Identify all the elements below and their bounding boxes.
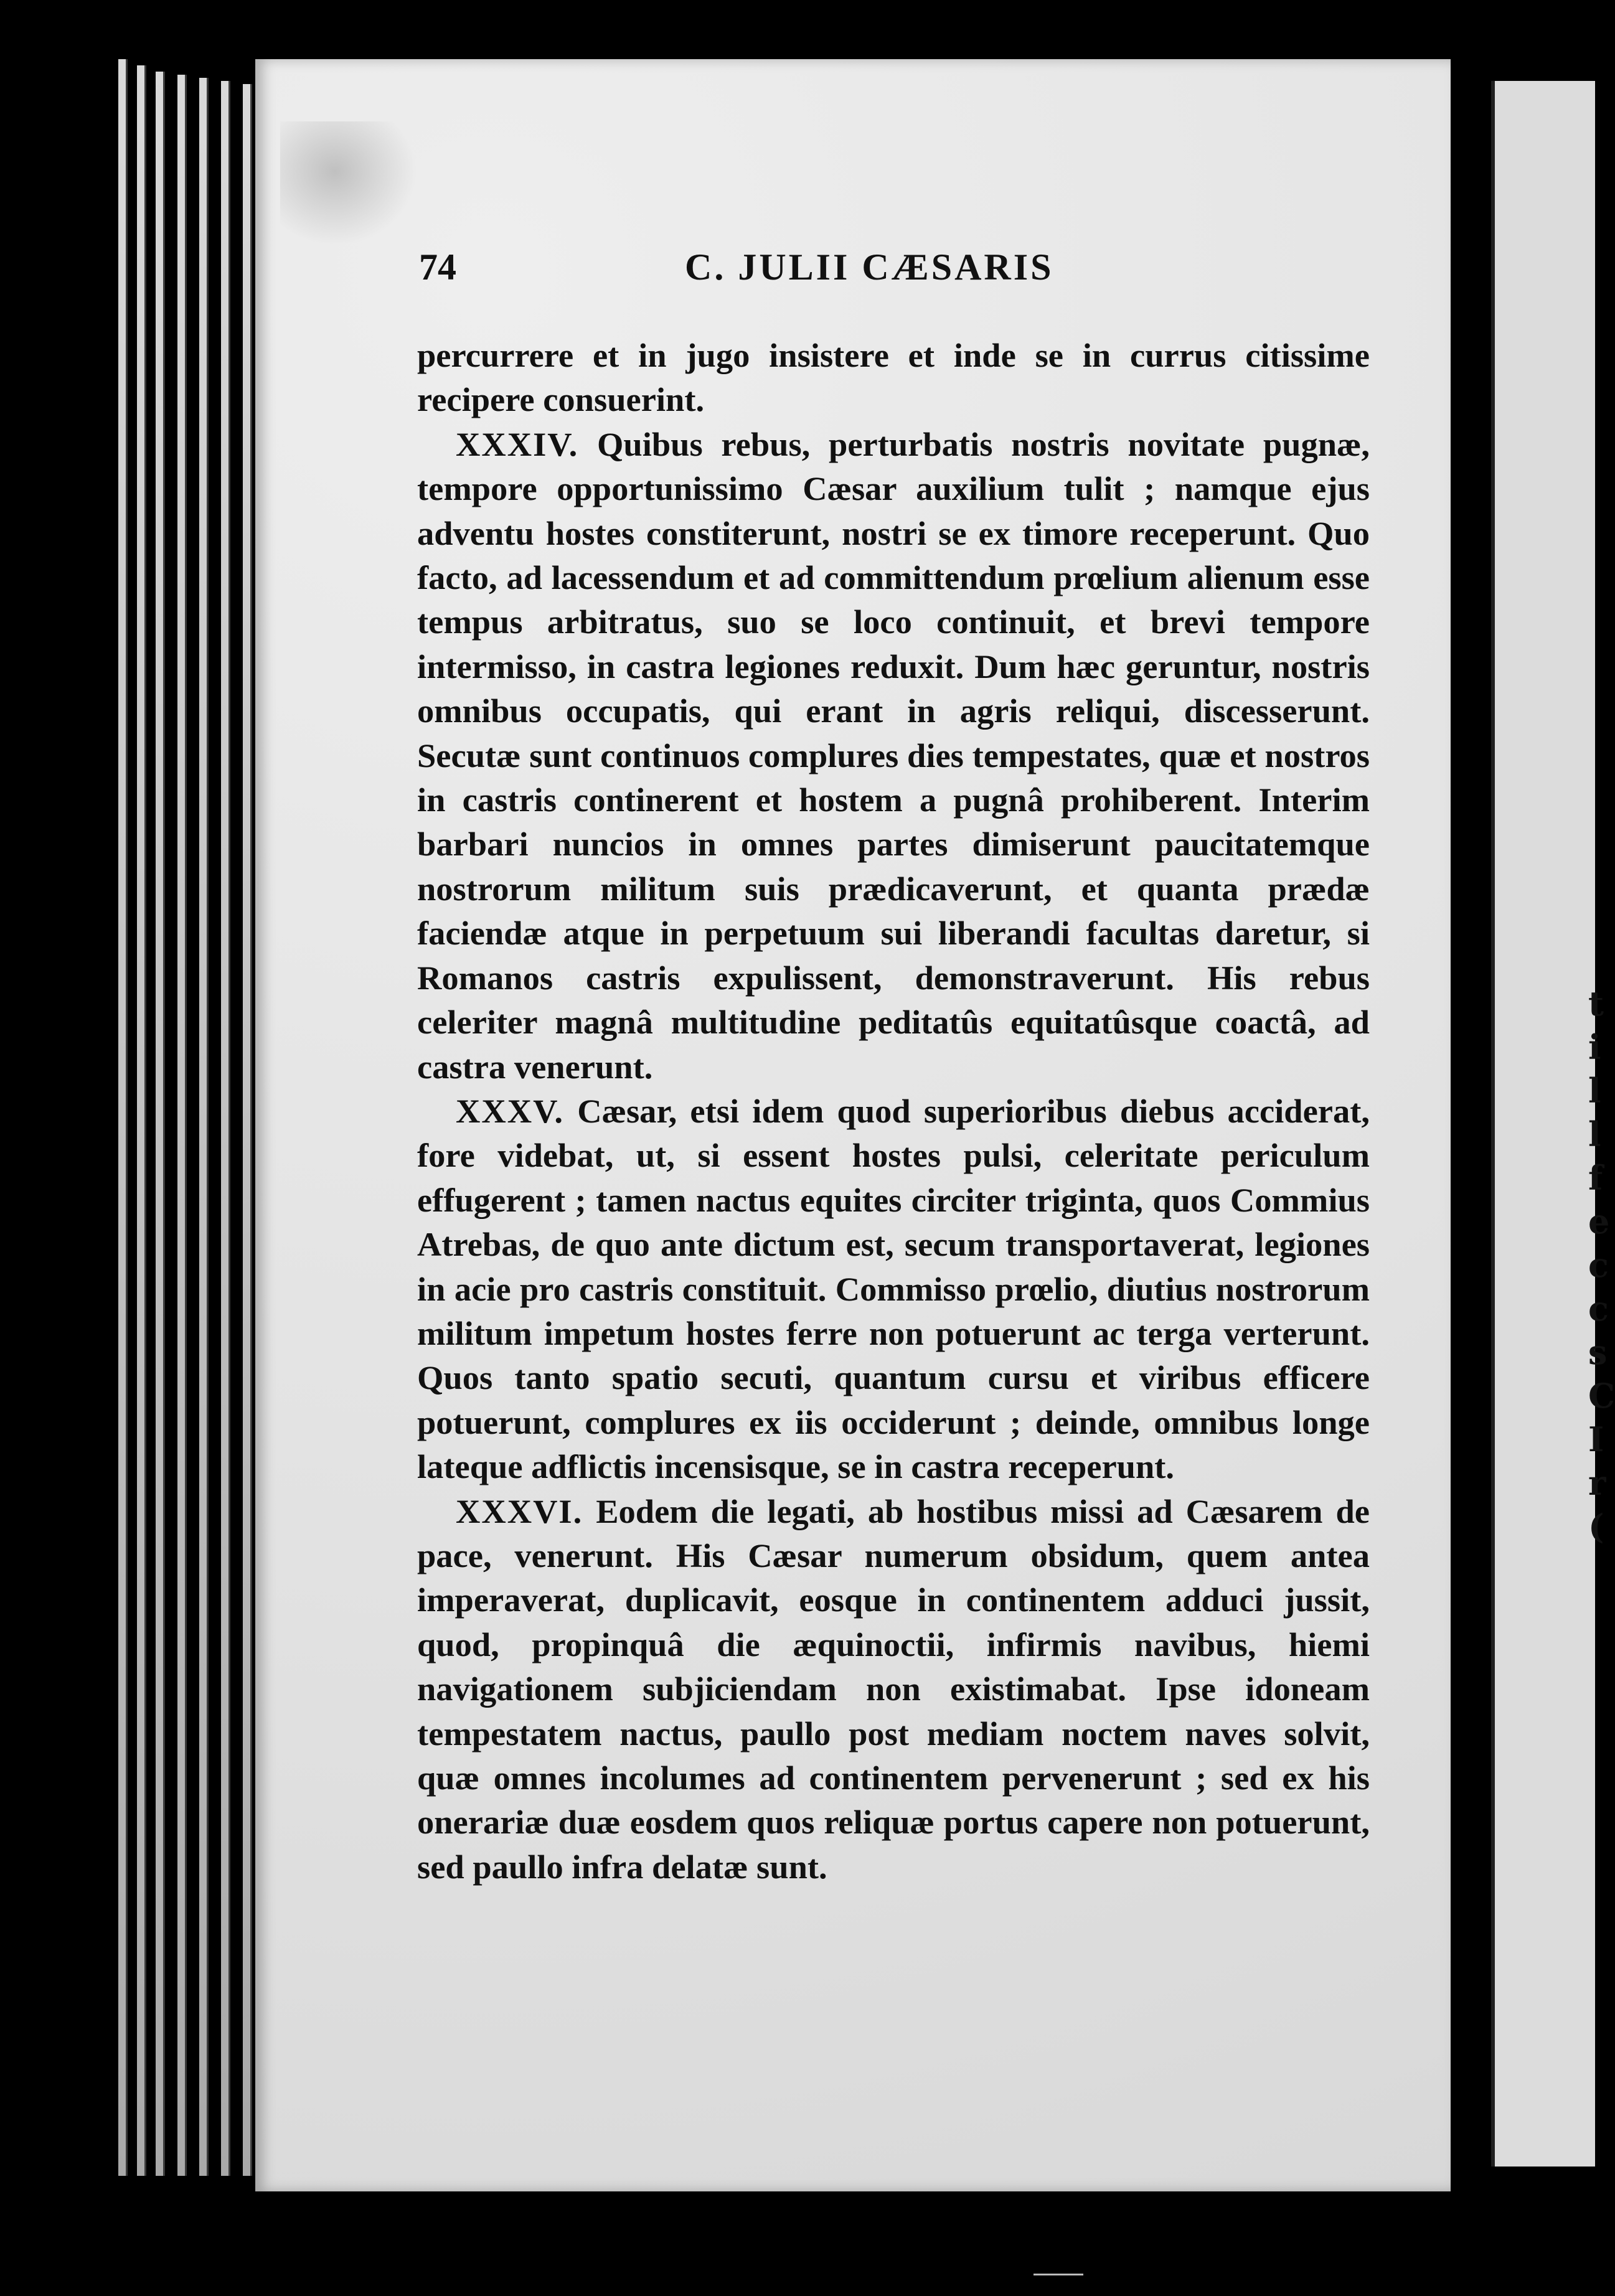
facing-page-fragment: c — [1588, 1289, 1609, 1329]
paragraph-continuation — [417, 333, 1370, 422]
facing-page-fragment: C — [1588, 1376, 1615, 1416]
chapter-xxxiv — [417, 422, 1370, 1089]
paragraph-text: Eodem die legati, ab hostibus missi ad Cæsarem de pace, venerunt. His Cæsar numerum obsidum, quem antea imperaverat, duplicavit, eosque in continentem adduci jussit, quod, propinquâ die æquinoctii, infirmis navibus, hiemi navigationem subjiciendam non existimabat. Ipse idoneam tempestatem nactus, paullo post mediam noctem naves solvit, quæ omnes incolumes ad continentem pervenerunt ; sed ex his onerariæ duæ eosdem quos reliquæ portus capere non potuerunt, sed paullo infra delatæ sunt. — [417, 1492, 1370, 1886]
page-edge — [243, 84, 252, 2176]
page-edge — [137, 65, 146, 2176]
running-title: C. JULII CÆSARIS — [685, 247, 1054, 288]
paragraph-text: percurrere et in jugo insistere et inde se in currus citissime recipere consuerint. — [417, 336, 1370, 419]
chapter-xxxvi — [417, 1489, 1370, 1889]
facing-page-fragment: t — [1588, 984, 1604, 1023]
facing-page-fragment: ( — [1588, 1507, 1604, 1546]
paragraph-text: Cæsar, etsi idem quod superioribus diebus acciderat, fore videbat, ut, si essent hostes pulsi, celeritate periculum effugerent ; tamen nactus equites circiter triginta, quos Commius Atrebas, de quo ante dictum est, secum transportaverat, legiones in acie pro castris constituit. Commisso prœlio, diutius nostrorum militum impetum hostes ferre non potuerunt ac terga verterunt. Quos tanto spatio secuti, quantum cursu et viribus efficere potuerunt, complures ex iis occiderunt ; deinde, omnibus longe lateque adflictis incensisque, se in castra receperunt. — [417, 1091, 1370, 1486]
facing-page-fragment: e — [1588, 1202, 1610, 1241]
facing-page-fragment: c — [1588, 1245, 1609, 1285]
page-edge — [199, 78, 209, 2176]
paragraph-text: Quibus rebus, perturbatis nostris novitate pugnæ, tempore opportunissimo Cæsar auxilium tulit ; namque ejus adventu hostes constiterunt, nostri se ex timore receperunt. Quo facto, ad lacessendum et ad committendum prœlium alienum esse tempus arbitratus, suo se loco continuit, et brevi tempore intermisso, in castra legiones reduxit. Dum hæc geruntur, nostris omnibus occupatis, qui erant in agris reliqui, discesserunt. Secutæ sunt continuos complures dies tempestates, quæ et nostros in castris continerent et hostem a pugnâ prohiberent. Interim barbari nuncios in omnes partes dimiserunt paucitatemque nostrorum militum suis prædicaverunt, et quanta prædæ faciendæ atque in perpetuum sui liberandi facultas daretur, si Romanos castris expulissent, demonstraverunt. His rebus celeriter magnâ multitudine peditatûs equitatûsque coactâ, ad castra venerunt. — [417, 425, 1370, 1086]
page-edge — [177, 75, 187, 2176]
body-text — [417, 333, 1370, 1889]
running-head — [255, 246, 1451, 296]
facing-page-fragment: i — [1588, 1027, 1601, 1067]
chapter-number: XXXVI. — [456, 1492, 583, 1530]
facing-page-fragment: l — [1588, 1071, 1601, 1111]
facing-page-edge — [1491, 81, 1615, 2167]
page-edge — [221, 81, 230, 2176]
page-stack-edges — [118, 59, 268, 2176]
facing-page-fragment: s — [1588, 1332, 1608, 1372]
page-edge — [118, 59, 128, 2176]
chapter-number: XXXV. — [456, 1091, 565, 1130]
facing-page-fragment: f — [1588, 1158, 1603, 1198]
book-page — [255, 59, 1451, 2191]
facing-page-fragment: l — [1588, 1114, 1601, 1154]
chapter-number: XXXIV. — [456, 425, 579, 463]
page-edge — [156, 72, 165, 2176]
facing-page-fragment: I — [1588, 1419, 1604, 1459]
page-number: 74 — [419, 247, 456, 288]
ink-smudge — [280, 121, 417, 246]
facing-page-fragment: r — [1588, 1463, 1606, 1503]
scan-mark — [1034, 2266, 1083, 2275]
chapter-xxxv — [417, 1089, 1370, 1489]
